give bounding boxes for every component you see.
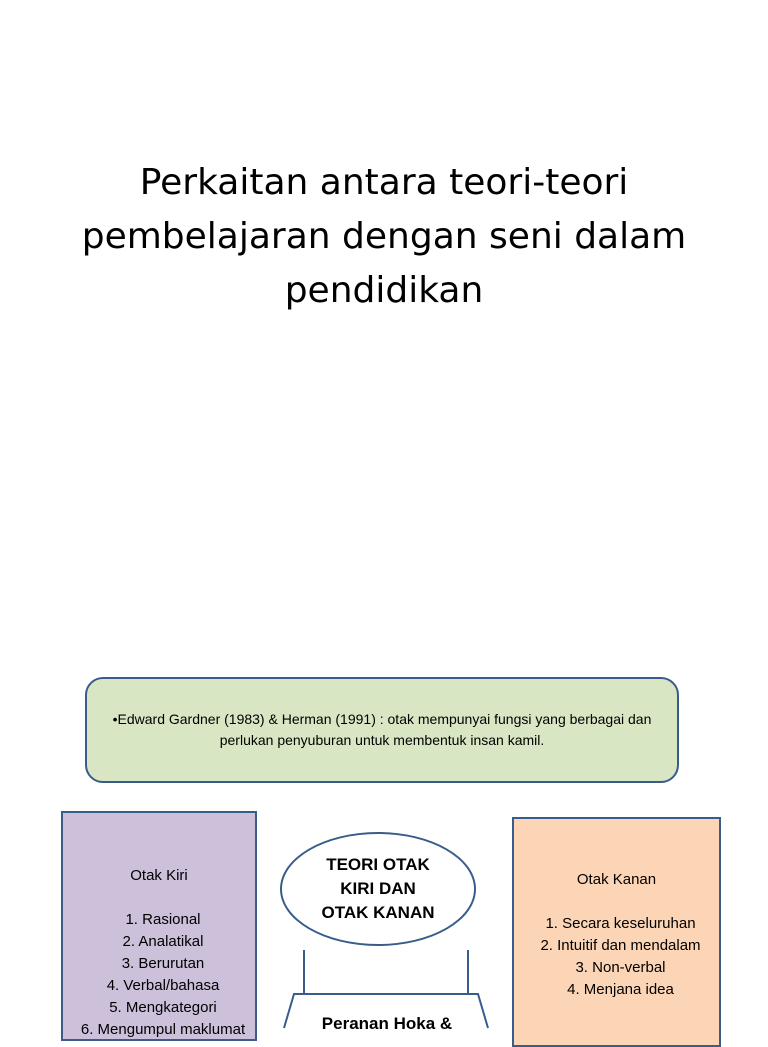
list-item: 3. Non-verbal bbox=[575, 959, 666, 976]
list-item: 2. Analatikal bbox=[122, 933, 204, 950]
list-item: 4. Verbal/bahasa bbox=[106, 977, 220, 994]
list-item: 2. Intuitif dan mendalam bbox=[540, 937, 701, 954]
right-brain-box bbox=[512, 817, 721, 1047]
theory-ellipse-text: TEORI OTAK KIRI DAN OTAK KANAN bbox=[321, 855, 435, 922]
intro-box bbox=[85, 677, 679, 783]
left-brain-list bbox=[63, 909, 255, 1041]
left-brain-heading: Otak Kiri bbox=[130, 867, 188, 884]
list-item: 1. Secara keseluruhan bbox=[545, 915, 696, 932]
list-item: 1. Rasional bbox=[125, 911, 201, 928]
list-item: 5. Mengkategori bbox=[109, 999, 217, 1016]
list-item: 4. Menjana idea bbox=[567, 981, 674, 998]
left-brain-box bbox=[61, 811, 257, 1041]
intro-text: •Edward Gardner (1983) & Herman (1991) : otak mempunyai fungsi yang berbagai dan perlukan penyuburan untuk membentuk insan kamil. bbox=[112, 711, 652, 748]
list-item: 6. Mengumpul maklumat bbox=[80, 1021, 246, 1038]
theory-ellipse bbox=[280, 832, 476, 946]
callout-text: Peranan Hoka & bbox=[321, 1014, 453, 1033]
list-item: 3. Berurutan bbox=[121, 955, 205, 972]
right-brain-list bbox=[514, 913, 719, 1001]
slide-title: Perkaitan antara teori-teori pembelajaran dengan seni dalam pendidikan bbox=[81, 162, 687, 311]
right-brain-heading: Otak Kanan bbox=[576, 871, 657, 888]
